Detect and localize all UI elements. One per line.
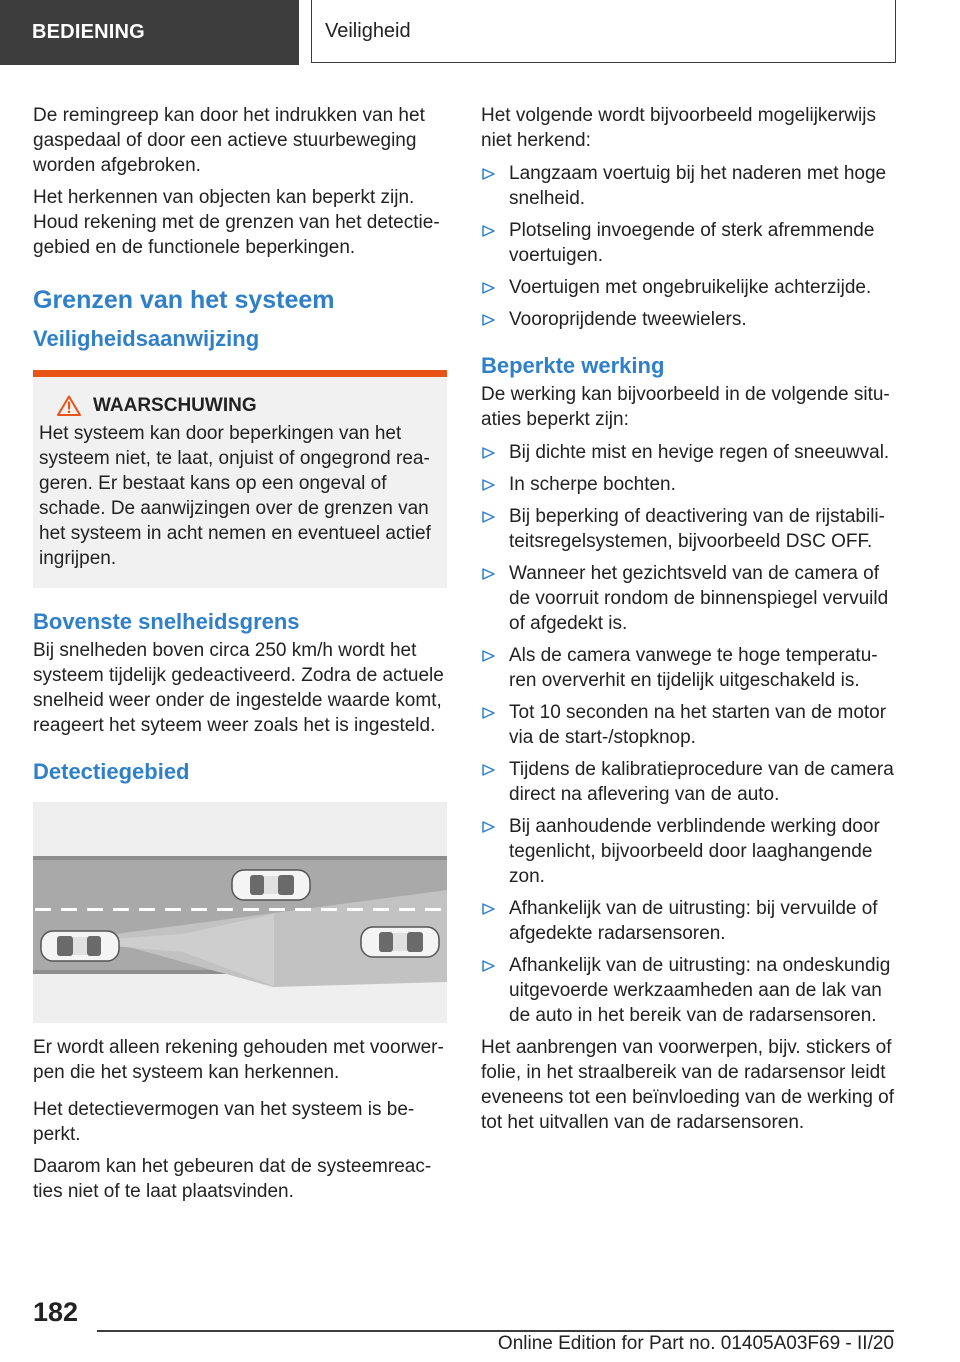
heading-safety-note: Veiligheidsaanwijzing — [33, 326, 260, 351]
list-item — [481, 953, 895, 1028]
paragraph-brake-override: De remingreep kan door het indrukken van het gaspedaal of door een actieve stuurbeweging worden afgebroken. — [33, 105, 425, 176]
page-number: 182 — [33, 1297, 79, 1327]
bullet-triangle-icon — [482, 479, 495, 491]
paragraph-speed-limit: Bij snelheden boven circa 250 km/h wordt het systeem tijdelijk gedeactiveerd. Zodra de actuele snelheid weer onder de ingestelde waarde komt, reageert het syteem weer zoals het is ingesteld. — [33, 640, 444, 736]
list-item-text: Bij beperking of deactivering van de rijstabiliteitsregelsystemen, bijvoorbeeld DSC OFF. — [509, 506, 885, 552]
footer-rule — [97, 1330, 894, 1332]
bullet-triangle-icon — [482, 168, 495, 180]
bullet-triangle-icon — [482, 764, 495, 776]
bullet-triangle-icon — [482, 225, 495, 237]
heading-system-limits: Grenzen van het systeem — [33, 286, 335, 314]
list-item — [481, 561, 895, 636]
bullet-triangle-icon — [482, 447, 495, 459]
list-item — [481, 757, 895, 807]
list-item — [481, 161, 895, 211]
list-item-text: Afhankelijk van de uitrusting: bij vervuilde of afgedekte radarsensoren. — [509, 898, 878, 944]
list-item-text: Bij dichte mist en hevige regen of sneeuwval. — [509, 442, 890, 463]
section-tab — [0, 0, 299, 65]
list-item — [481, 218, 895, 268]
bullet-triangle-icon — [482, 960, 495, 972]
warning-triangle-icon — [57, 395, 81, 416]
warning-text: Het systeem kan door beperkingen van het systeem niet, te laat, onjuist of ongegrond reageren. Er bestaat kans op een ongeval of schade. De aanwijzingen over de grenzen van het systeem in acht nemen en eventueel actief ingrijpen. — [39, 423, 431, 569]
section-title: BEDIENING — [32, 21, 145, 43]
list-item — [481, 814, 895, 889]
chapter-title: Veiligheid — [325, 19, 411, 42]
chapter-tab — [311, 0, 896, 63]
paragraph-not-recognized-intro: Het volgende wordt bijvoorbeeld mogelijkerwijs niet herkend: — [481, 105, 876, 151]
list-item-text: Bij aanhoudende verblindende werking door tegenlicht, bijvoorbeeld door laaghangende zon. — [509, 816, 880, 887]
right-column — [481, 103, 895, 1142]
list-item — [481, 440, 895, 465]
bullet-triangle-icon — [482, 282, 495, 294]
list-item-text: Tot 10 seconden na het starten van de motor via de start-/stopknop. — [509, 702, 887, 748]
footer-edition: Online Edition for Part no. 01405A03F69 - II/20 — [497, 1333, 894, 1354]
bullet-triangle-icon — [482, 707, 495, 719]
paragraph-detect-1: Er wordt alleen rekening gehouden met voorwerpen die het systeem kan herkennen. — [33, 1037, 444, 1083]
list-item — [481, 504, 895, 554]
bullet-triangle-icon — [482, 314, 495, 326]
list-item-text: Tijdens de kalibratieprocedure van de camera direct na aflevering van de auto. — [509, 759, 894, 805]
left-column — [33, 103, 447, 1211]
list-item-text: Voertuigen met ongebruikelijke achterzijde. — [509, 277, 872, 298]
list-item-text: Afhankelijk van de uitrusting: na ondeskundig uitgevoerde werkzaamheden aan de lak van de auto in het bereik van de radarsensoren. — [509, 955, 891, 1026]
detection-area-illustration — [33, 802, 447, 1023]
list-item — [481, 700, 895, 750]
heading-limited-operation: Beperkte werking — [481, 353, 665, 378]
bullet-triangle-icon — [482, 511, 495, 523]
heading-speed-limit: Bovenste snelheidsgrens — [33, 609, 300, 634]
list-item — [481, 896, 895, 946]
paragraph-detect-2: Het detectievermogen van het systeem is beperkt. — [33, 1099, 415, 1145]
bullet-triangle-icon — [482, 903, 495, 915]
list-item — [481, 275, 895, 300]
warning-header — [39, 393, 435, 418]
warning-title: WAARSCHUWING — [93, 395, 257, 416]
list-item — [481, 307, 895, 332]
paragraph-limited-intro: De werking kan bijvoorbeeld in de volgende situaties beperkt zijn: — [481, 384, 890, 430]
warning-box — [33, 370, 447, 588]
list-item-text: Vooroprijdende tweewielers. — [509, 309, 747, 330]
list-item — [481, 643, 895, 693]
paragraph-closing: Het aanbrengen van voorwerpen, bijv. stickers of folie, in het straalbereik van de radarsensor leidt eveneens tot een beïnvloeding van de werking of tot het uitvallen van de radarsensoren. — [481, 1037, 895, 1133]
heading-detection-area: Detectiegebied — [33, 759, 190, 784]
limited-operation-list — [481, 440, 895, 1028]
not-recognized-list — [481, 161, 895, 332]
bullet-triangle-icon — [482, 568, 495, 580]
list-item-text: Wanneer het gezichtsveld van de camera of de voorruit rondom de binnenspiegel vervuild of afgedekt is. — [509, 563, 889, 634]
paragraph-object-detection: Het herkennen van objecten kan beperkt zijn. Houd rekening met de grenzen van het detectiegebied en de functionele beperkingen. — [33, 187, 440, 258]
bullet-triangle-icon — [482, 650, 495, 662]
bullet-triangle-icon — [482, 821, 495, 833]
list-item-text: In scherpe bochten. — [509, 474, 676, 495]
list-item-text: Plotseling invoegende of sterk afremmende voertuigen. — [509, 220, 875, 266]
list-item — [481, 472, 895, 497]
paragraph-detect-3: Daarom kan het gebeuren dat de systeemreacties niet of te laat plaatsvinden. — [33, 1156, 432, 1202]
list-item-text: Als de camera vanwege te hoge temperaturen oververhit en tijdelijk uitgeschakeld is. — [509, 645, 878, 691]
list-item-text: Langzaam voertuig bij het naderen met hoge snelheid. — [509, 163, 887, 209]
